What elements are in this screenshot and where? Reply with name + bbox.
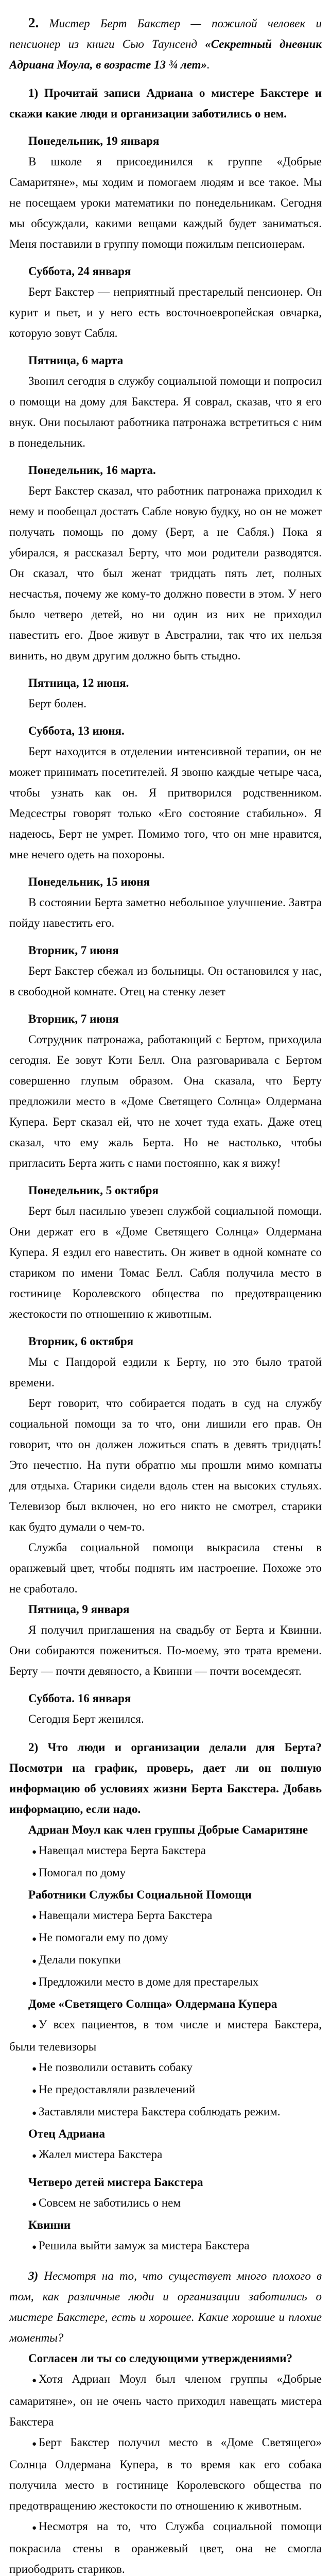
group-title: Работники Службы Социальной Помощи [28, 1888, 252, 1901]
entry-paragraph: В состоянии Берта заметно небольшое улучшение. Завтра пойду навестить его. [9, 896, 322, 929]
entry-date: Пятница, 9 января [28, 1603, 130, 1616]
bullet-icon: ● [32, 2109, 37, 2117]
entry-date: Суббота, 24 января [28, 265, 131, 278]
list-item [9, 1972, 322, 1994]
list-item-text: Не предоставляли развлечений [39, 2083, 196, 2096]
bullet-icon: ● [32, 2152, 37, 2160]
entry-date: Суббота, 13 июня. [28, 724, 125, 737]
bullet-icon: ● [32, 1913, 37, 1921]
entry-paragraph: Берт говорит, что собирается подать в суд на службу социальной помощи за то что, они лишили его прав. Он говорит, что он должен ложиться спать в девять тридцать! Это нечестно. На пути обратно мы прошли мимо комнаты для отдыха. Старики сидели вдоль стен на высоких стульях. Телевизор был включен, но его никто не смотрел, старики как будто думали о чем-то. [9, 1397, 322, 1533]
list-item-text: Помогал по дому [39, 1866, 126, 1879]
list-item [9, 2057, 322, 2079]
entry-paragraph: Звонил сегодня в службу социальной помощи и попросил о помощи на дому для Бакстера. Я соврал, сказав, что я его внук. Они посылают работника патронажа встретиться с ним в понедельник. [9, 375, 322, 449]
list-item [9, 2144, 322, 2166]
bullet-icon: ● [32, 2200, 37, 2209]
group-title: Отец Адриана [28, 2127, 105, 2140]
diary-entry [9, 131, 322, 255]
task3-number: 3) [28, 2269, 39, 2282]
entry-date: Понедельник, 16 марта. [28, 464, 156, 477]
diary-entry [9, 1599, 322, 1682]
diary-entry [9, 1331, 322, 1599]
list-item-text: Совсем не заботились о нем [39, 2196, 181, 2209]
entry-date: Пятница, 12 июня. [28, 676, 129, 689]
entry-paragraph: Берт находится в отделении интенсивной терапии, он не может принимать посетителей. Я звоню каждые четыре часа, чтобы узнать как он. Я притворился родственником. Медсестры говорят только «Его состояние стабильно». Я надеюсь, Берт не умрет. Помимо того, что он мне нравится, мне нечего одеть на похороны. [9, 745, 322, 861]
entry-paragraph: Берт Бакстер сбежал из больницы. Он остановился у нас, в свободной комнате. Отец на стенку лезет [9, 964, 322, 998]
diary-entry [9, 1009, 322, 1174]
entry-paragraph: Берт болен. [28, 697, 87, 710]
entry-paragraph: В школе я присоединился к группе «Добрые Самаритяне», мы ходим и помогаем людям и все такое. Мы не посещаем уроки математики по понедельникам. Сегодня мы обсуждали, какими вещами каждый будет заниматься. Меня поставили в группу помощи пожилым пенсионерам. [9, 155, 322, 250]
entry-paragraph: Я получил приглашения на свадьбу от Берта и Квинни. Они собираются пожениться. По-моему, это трата времени. Берту — почти девяносто, а Квинни — почти восемдесят. [9, 1623, 322, 1677]
list-item [9, 1905, 322, 1927]
entry-date: Вторник, 7 июня [28, 944, 119, 957]
task3-heading [9, 2266, 322, 2348]
task1-heading: 1) Прочитай записи Адриана о мистере Бакстере и скажи какие люди и организации заботились о нем. [9, 87, 322, 120]
entry-paragraph: Берт Бакстер сказал, что работник патронажа приходил к нему и пообещал достать Сабле новую будку, но он не может получать помощь по дому (Берт, а не Сабля.) Пока я убирался, я рассказал Берту, что мои родители разводятся. Он сказал, что был женат тридцать пять лет, полных несчастья, почему же кому-то должно повести в этом. У него было четверо детей, но ни один из них не приходил навестить его. Двое живут в Австралии, так что их нельзя винить, но двум другим должно быть стыдно. [9, 484, 322, 662]
bullet-icon: ● [32, 2524, 37, 2532]
task3-intro-text: Несмотря на то, что существует много плохого в том, как различные люди и организации заботились о мистере Бакстере, есть и хорошее. Какие хорошие и плохие моменты? [9, 2269, 322, 2344]
list-item-text: Не помогали ему по дому [39, 1931, 168, 1944]
group-title: Четверо детей мистера Бакстера [28, 2176, 203, 2189]
list-item-text: Навещали мистера Берта Бакстера [39, 1909, 213, 1922]
care-group [9, 2172, 322, 2215]
bullet-icon: ● [32, 1848, 37, 1856]
entry-paragraph: Мы с Пандорой ездили к Берту, но это было тратой времени. [9, 1355, 322, 1389]
list-item [9, 2102, 322, 2124]
bullet-icon: ● [32, 1979, 37, 1988]
list-item-text: Навещал мистера Берта Бакстера [39, 1844, 206, 1857]
bullet-icon: ● [32, 1935, 37, 1943]
group-title: Адриан Моул как член группы Добрые Самаритяне [28, 1823, 308, 1836]
intro-lead-text: Мистер Берт Бакстер — пожилой человек и пенсионер из книги Сью Таунсенд [9, 17, 322, 50]
entry-date: Пятница, 6 марта [28, 354, 124, 367]
list-item [9, 1927, 322, 1950]
list-item-text: Заставляли мистера Бакстера соблюдать режим. [39, 2105, 281, 2118]
diary-entry [9, 940, 322, 1002]
list-item-text: У всех пациентов, в том числе и мистера Бакстера, были телевизоры [9, 2018, 322, 2053]
statement-text: Несмотря на то, что Служба социальной помощи покрасила стены в оранжевый цвет, она не смогла приободрить стариков. [9, 2520, 322, 2575]
statement-item [9, 2369, 322, 2432]
entry-paragraph: Берт Бакстер — неприятный престарелый пенсионер. Он курит и пьет, и у него есть восточноевропейская овчарка, которую зовут Сабля. [9, 285, 322, 340]
care-group [9, 2124, 322, 2166]
bullet-icon: ● [32, 2065, 37, 2073]
list-item-text: Делали покупки [39, 1953, 121, 1966]
entry-date: Понедельник, 19 января [28, 134, 160, 147]
list-item [9, 2193, 322, 2215]
task3-question: Согласен ли ты со следующими утверждениями? [28, 2352, 293, 2365]
diary-entry [9, 872, 322, 934]
statement-item [9, 2432, 322, 2516]
care-group [9, 1820, 322, 1885]
list-item-text: Жалел мистера Бакстера [39, 2148, 163, 2161]
group-title: Квинни [28, 2218, 71, 2231]
diary-entry [9, 261, 322, 344]
list-item [9, 2235, 322, 2258]
intro-paragraph [9, 12, 322, 75]
statement-item [9, 2516, 322, 2576]
entry-date: Вторник, 6 октября [28, 1335, 134, 1348]
list-item-text: Решила выйти замуж за мистера Бакстера [39, 2239, 250, 2252]
entry-paragraph: Берт был насильно увезен службой социальной помощи. Они держат его в «Доме Светящего Солнца» Олдермана Купера. Я ездил его навестить. Он живет в одной комнате со стариком по имени Томас Белл. Сабля получила место в гостинице Королевского общества по предотвращению жестокости по отношению к животным. [9, 1205, 322, 1320]
list-item-text: Предложили место в доме для престарелых [39, 1975, 259, 1988]
care-group [9, 2215, 322, 2258]
group-title: Доме «Светящего Солнца» Олдермана Купера [28, 1997, 277, 2010]
list-item-text: Не позволили оставить собаку [39, 2061, 193, 2074]
care-group [9, 1885, 322, 1994]
diary-entry [9, 1180, 322, 1325]
care-group [9, 1994, 322, 2124]
diary-entry [9, 721, 322, 865]
diary-entry [9, 1688, 322, 1730]
entry-date: Вторник, 7 июня [28, 1012, 119, 1025]
list-item [9, 2014, 322, 2057]
bullet-icon: ● [32, 1957, 37, 1965]
entry-paragraph: Сегодня Берт женился. [28, 1713, 144, 1725]
bullet-icon: ● [32, 2377, 37, 2385]
entry-date: Понедельник, 15 июня [28, 875, 150, 888]
statement-text: Берт Бакстер получил место в «Доме Светящего» Солнца Олдермана Купера, в то время как его собака получила место в гостинице Королевского общества по предотвращению жестокости по отношению к животным. [9, 2436, 322, 2512]
bullet-icon: ● [32, 1870, 37, 1878]
bullet-icon: ● [32, 2022, 37, 2030]
diary-entry [9, 350, 322, 453]
entry-date: Суббота. 16 января [28, 1692, 131, 1705]
statement-text: Хотя Адриан Моул был членом группы «Добрые самаритяне», он не очень часто приходил навещать мистера Бакстера [9, 2372, 322, 2428]
exercise-number: 2. [28, 15, 39, 30]
entry-paragraph: Сотрудник патронажа, работающий с Бертом, приходила сегодня. Ее зовут Кэти Белл. Она разговаривала с Бертом совершенно глупым образом. Она сказала, что Берту предложили место в «Доме Светящего Солнца» Олдермана Купера. Берт сказал ей, что не хочет туда ехать. Даже отец сказал, что ему жаль Берта. Но не настолько, чтобы пригласить Берта жить с нами постоянно, как я вижу! [9, 1033, 322, 1170]
bullet-icon: ● [32, 2087, 37, 2095]
entry-date: Понедельник, 5 октября [28, 1184, 159, 1197]
bullet-icon: ● [32, 2243, 37, 2251]
book-title: «Секретный дневник Адриана Моула, в возрасте 13 ¾ лет» [9, 38, 322, 71]
list-item [9, 1840, 322, 1862]
list-item [9, 1950, 322, 1972]
diary-entry [9, 460, 322, 666]
bullet-icon: ● [32, 2440, 37, 2448]
intro-tail: . [206, 58, 210, 71]
diary-entry [9, 673, 322, 714]
list-item [9, 2079, 322, 2102]
entry-paragraph: Служба социальной помощи выкрасила стены в оранжевый цвет, чтобы поднять им настроение. Похоже это не сработало. [9, 1541, 322, 1595]
list-item [9, 1862, 322, 1885]
task2-heading: 2) Что люди и организации делали для Берта? Посмотри на график, проверь, дает ли он полную информацию об условиях жизни Берта Бакстера. Добавь информацию, если надо. [9, 1741, 322, 1816]
